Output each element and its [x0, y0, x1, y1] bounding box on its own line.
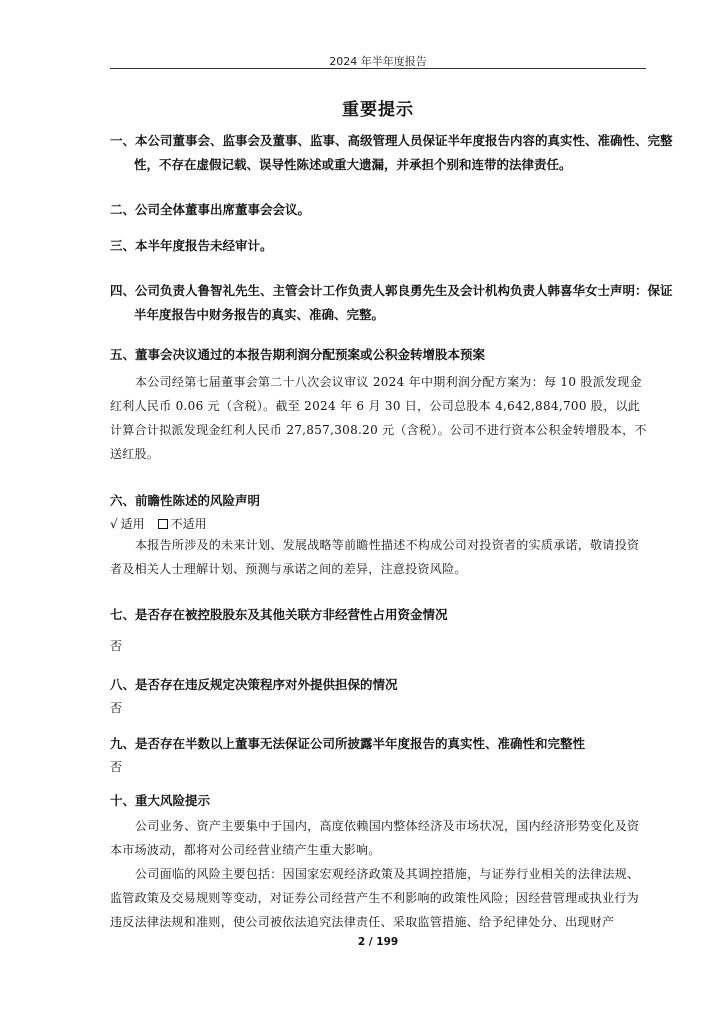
section-8-heading: 八、是否存在违反规定决策程序对外提供担保的情况 — [110, 677, 398, 692]
section-2: 二、公司全体董事出席董事会会议。 — [110, 202, 311, 217]
applicability-checkboxes — [110, 513, 650, 535]
section-7-heading: 七、是否存在被控股股东及其他关联方非经营性占用资金情况 — [110, 607, 448, 622]
section-6-body — [110, 533, 650, 581]
section-5-heading: 五、董事会决议通过的本报告期利润分配预案或公积金转增股本预案 — [110, 347, 486, 362]
section-4: 四、公司负责人鲁智礼先生、主管会计工作负责人郭良勇先生及会计机构负责人韩喜华女士声明：保证半年度报告中财务报告的真实、准确、完整。 — [110, 283, 673, 322]
applicable-label: 适用 — [120, 517, 145, 531]
risk-statement-paragraph: 本报告所涉及的未来计划、发展战略等前瞻性描述不构成公司对投资者的实质承诺，敬请投资者及相关人士理解计划、预测与承诺之间的差异，注意投资风险。 — [110, 538, 640, 576]
section-1: 一、本公司董事会、监事会及董事、监事、高级管理人员保证半年度报告内容的真实性、准确性、完整性，不存在虚假记载、误导性陈述或重大遗漏，并承担个别和连带的法律责任。 — [110, 133, 673, 172]
risk-paragraph-2: 公司面临的风险主要包括：因国家宏观经济政策及其调控措施，与证券行业相关的法律法规、监管政策及交易规则等变动，对证券公司经营产生不利影响的政策性风险；因经营管理或执业行为违反法律法规和准则，使公司被依法追究法律责任、采取监管措施、给予纪律处分、出现财产 — [110, 867, 640, 929]
dividend-paragraph: 本公司经第七届董事会第二十八次会议审议 2024 年中期利润分配方案为：每 10 股派发现金红利人民币 0.06 元（含税）。截至 2024 年 6 月 30 日，公司总股本 4,642,884,700 股，以此计算合计拟派发现金红利人民币 27,857,308.20 元（含税）。公司不进行资本公积金转增股本，不送红股。 — [110, 375, 647, 461]
section-9-heading: 九、是否存在半数以上董事无法保证公司所披露半年度报告的真实性、准确性和完整性 — [110, 736, 586, 751]
section-5-body — [110, 370, 650, 466]
check-mark-icon: √ — [110, 517, 118, 531]
section-8-answer: 否 — [110, 701, 123, 715]
section-10-body — [110, 814, 650, 934]
section-10-heading: 十、重大风险提示 — [110, 793, 211, 808]
empty-checkbox-icon — [158, 519, 168, 529]
not-applicable-label: 不适用 — [170, 517, 207, 531]
section-9-answer: 否 — [110, 760, 123, 774]
section-3: 三、本半年度报告未经审计。 — [110, 238, 273, 253]
header-divider — [110, 68, 646, 69]
section-6-heading: 六、前瞻性陈述的风险声明 — [110, 493, 261, 508]
section-7-answer: 否 — [110, 639, 123, 653]
page-title: 重要提示 — [342, 100, 414, 120]
running-header: 2024 年半年度报告 — [329, 55, 427, 68]
risk-paragraph-1: 公司业务、资产主要集中于国内，高度依赖国内整体经济及市场状况，国内经济形势变化及资本市场波动，都将对公司经营业绩产生重大影响。 — [110, 819, 640, 857]
page-number: 2 / 199 — [357, 936, 399, 948]
